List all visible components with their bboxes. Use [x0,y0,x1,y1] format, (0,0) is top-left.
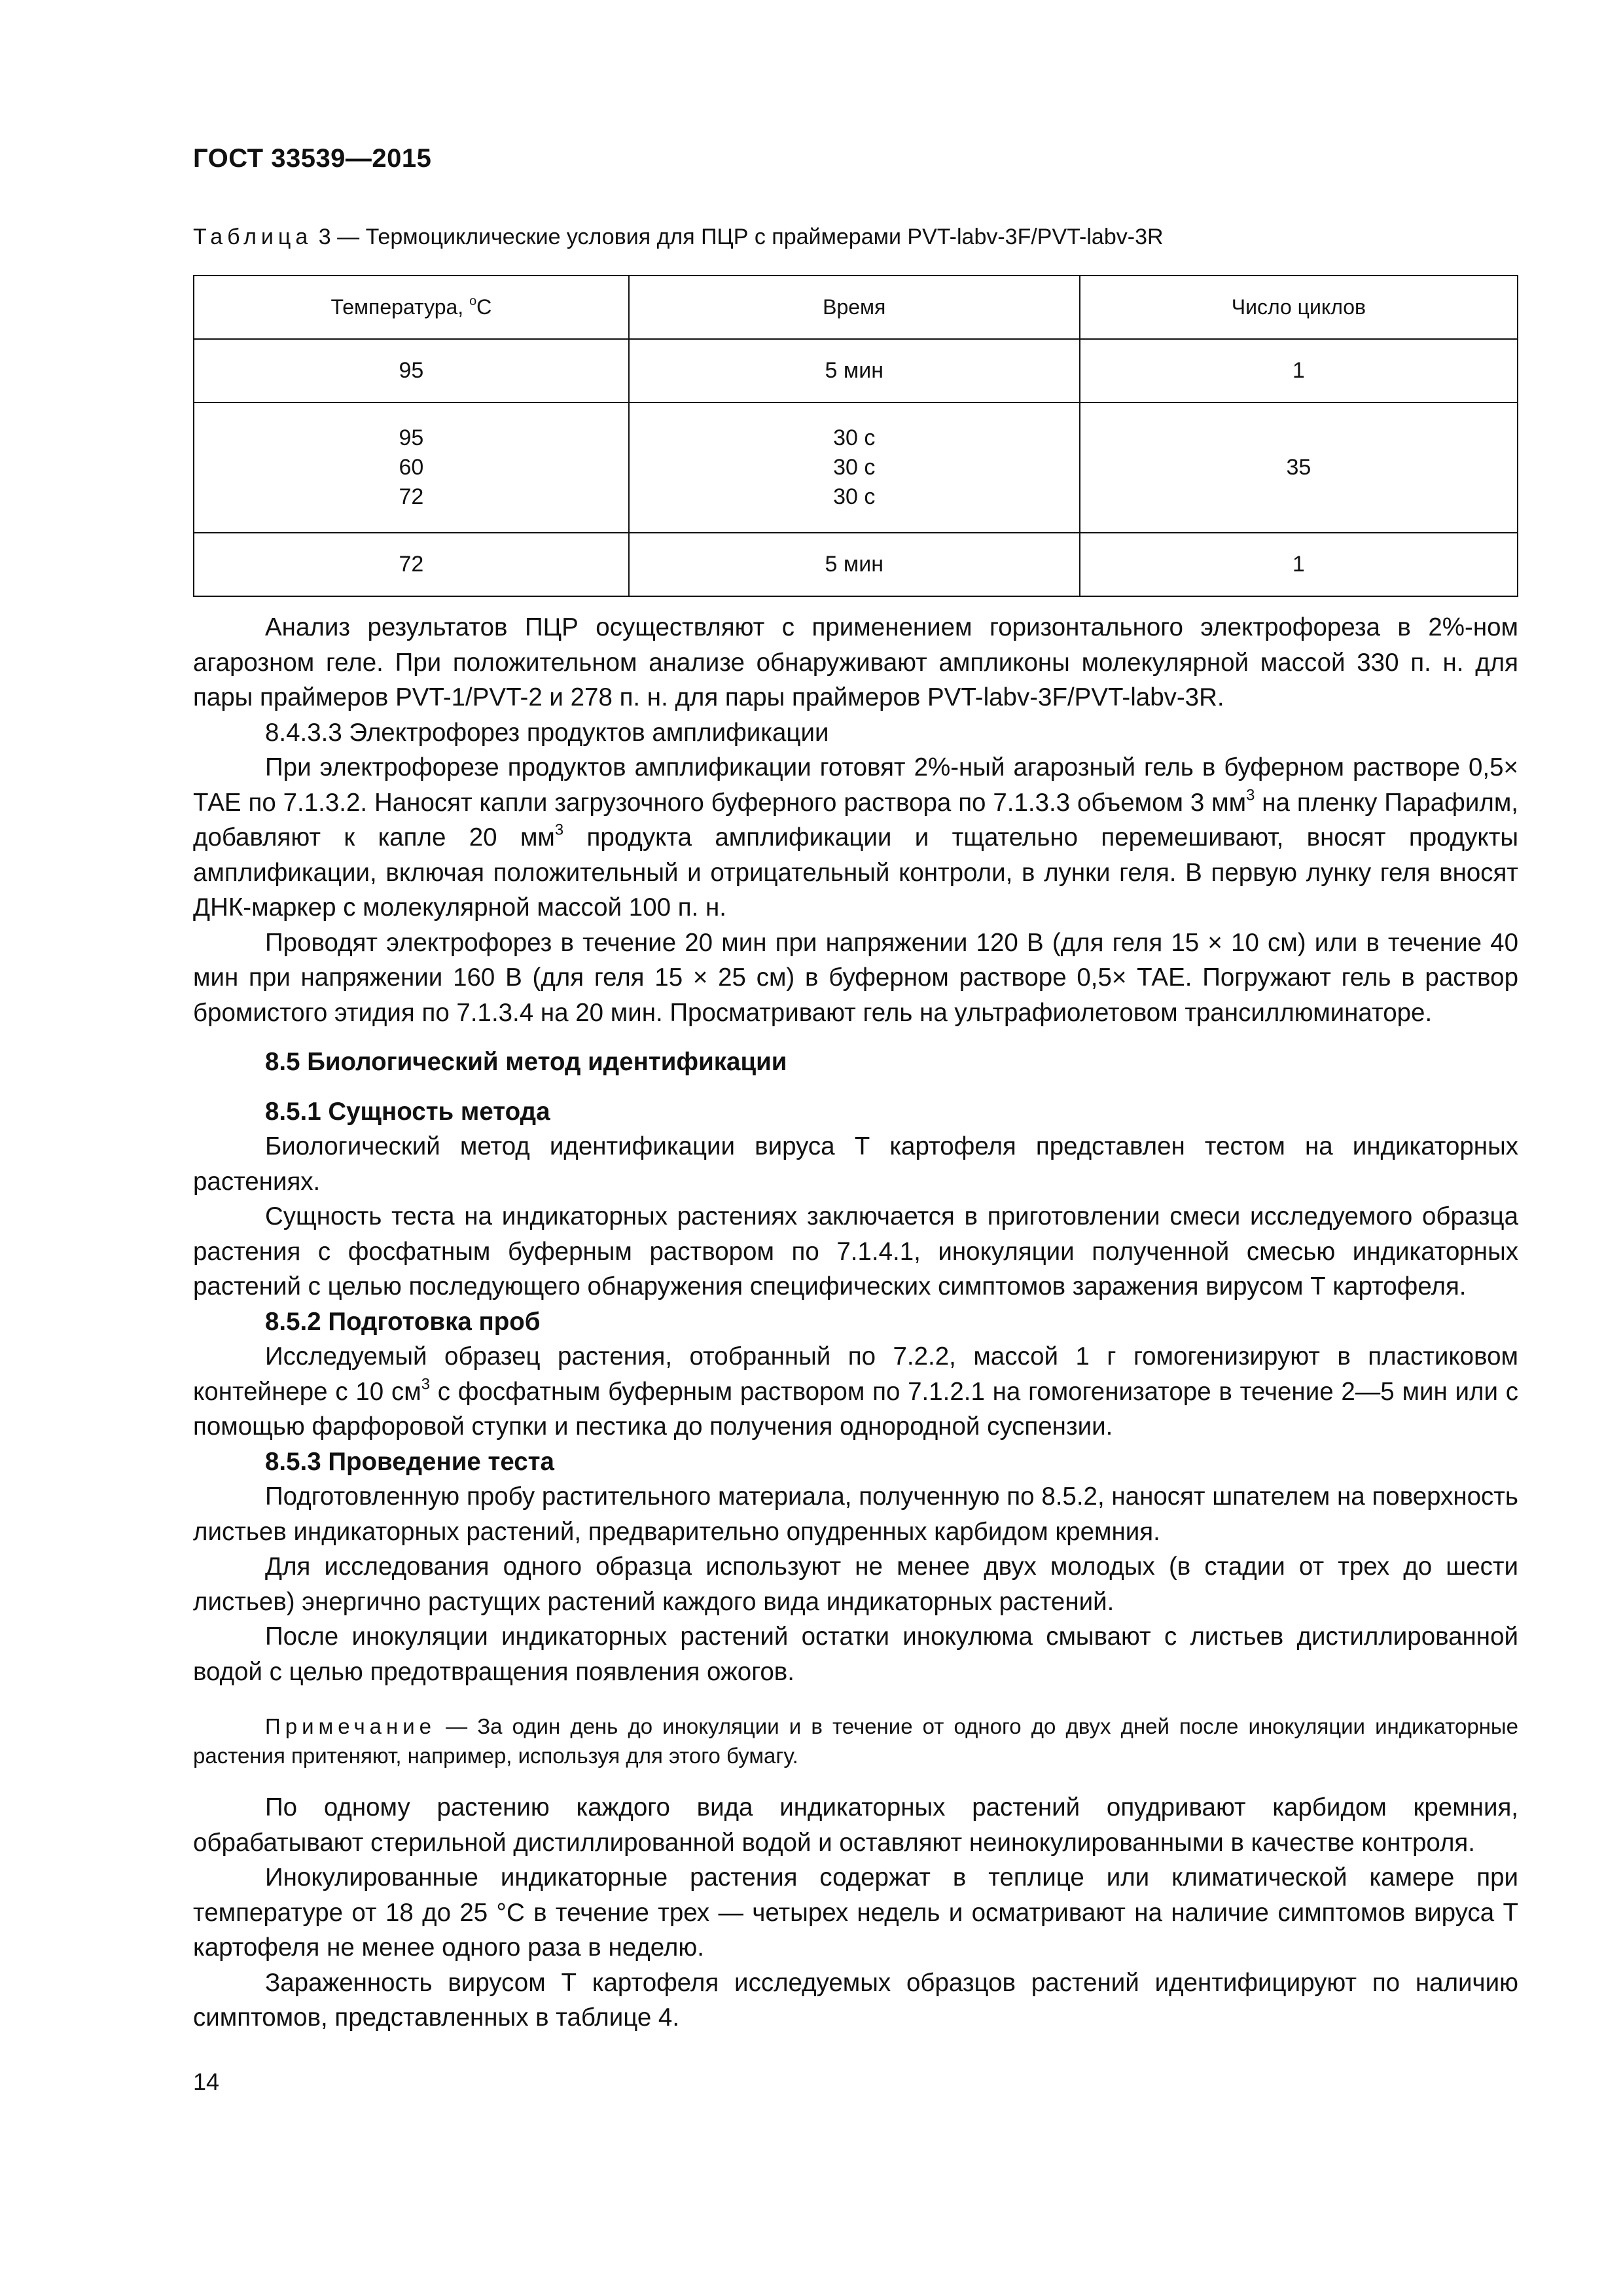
cell-cycles: 35 [1080,403,1518,533]
header-temperature: Температура, $^о$С [194,276,629,339]
paragraph: Проводят электрофорез в течение 20 мин при напряжении 120 В (для геля 15 × 10 см) или в течение 40 мин при напряжении 160 В (для геля 15 × 25 см) в буферном растворе 0,5× ТАЕ. Погружают гель в раствор бромистого этидия по 7.1.3.4 на 20 мин. Просматривают гель на ультрафиолетовом трансиллюминаторе. [193,928,1518,1027]
cell-temperature: 72 [194,533,629,596]
table-header-row [194,276,1518,339]
table-row [194,403,1518,533]
header-cycles: Число циклов [1080,276,1518,339]
subsection-heading: 8.5.3 Проведение теста [265,1447,554,1476]
note [193,1712,1518,1770]
paragraph: После инокуляции индикаторных растений остатки инокулюма смывают с листьев дистиллированной водой с целью предотвращения появления ожогов. [193,1623,1518,1686]
paragraph: Сущность теста на индикаторных растениях заключается в приготовлении смеси исследуемого образца растения с фосфатным буферным раствором по 7.1.4.1, инокуляции полученной смесью индикаторных растений с целью последующего обнаружения специфических симптомов заражения вирусом Т картофеля. [193,1202,1518,1300]
cell-cycles: 1 [1080,533,1518,596]
paragraph: Инокулированные индикаторные растения содержат в теплице или климатической камере при температуре от 18 до 25 °С в течение трех — четырех недель и осматривают на наличие симптомов вируса Т картофеля не менее одного раза в неделю. [193,1863,1518,1962]
note-text: — За один день до инокуляции и в течение от одного до двух дней после инокуляции индикаторные растения притеняют, например, используя для этого бумагу. [193,1714,1518,1768]
cell-time: 30 с 30 с 30 с [629,403,1080,533]
table-caption-text: 3 — Термоциклические условия для ПЦР с праймерами PVT-labv-3F/PVT-labv-3R [318,224,1164,249]
paragraph: По одному растению каждого вида индикаторных растений опудривают карбидом кремния, обрабатывают стерильной дистиллированной водой и оставляют неинокулированными в качестве контроля. [193,1793,1518,1857]
paragraph: Анализ результатов ПЦР осуществляют с применением горизонтального электрофореза в 2%-ном агарозном геле. При положительном анализе обнаруживают ампликоны молекулярной массой 330 п. н. для пары праймеров PVT-1/PVT-2 и 278 п. н. для пары праймеров PVT-labv-3F/PVT-labv-3R. [193,613,1518,711]
table-row [194,339,1518,403]
paragraph: Зараженность вирусом Т картофеля исследуемых образцов растений идентифицируют по наличию симптомов, представленных в таблице 4. [193,1968,1518,2032]
document-header: ГОСТ 33539—2015 [193,144,432,173]
paragraph: При электрофорезе продуктов амплификации готовят 2%-ный агарозный гель в буферном растворе 0,5× ТАЕ по 7.1.3.2. Наносят капли загрузочного буферного раствора по 7.1.3.3 объемом 3 $мм^3$ на пленку Парафилм, добавляют к капле 20 $мм^3$ продукта амплификации и тщательно перемешивают, вносят продукты амплификации, включая положительный и отрицательный контроли, в лунки геля. В первую лунку геля вносят ДНК-маркер с молекулярной массой 100 п. н. [193,753,1519,922]
paragraph: Исследуемый образец растения, отобранный по 7.2.2, массой 1 г гомогенизируют в пластиковом контейнере с 10 $см^3$ с фосфатным буферным раствором по 7.1.2.1 на гомогенизаторе в течение 2—5 мин или с помощью фарфоровой ступки и пестика до получения однородной суспензии. [193,1342,1519,1441]
subsection-heading: 8.5.2 Подготовка проб [265,1307,541,1336]
cell-temperature: 95 [194,339,629,403]
section-heading: 8.5 Биологический метод идентификации [265,1048,787,1076]
page-number: 14 [193,2068,220,2095]
thermocycling-table [193,275,1518,597]
table-caption [193,224,1164,250]
note-label: Примечание [265,1714,437,1738]
paragraph: Для исследования одного образца используют не менее двух молодых (в стадии от трех до шести листьев) энергично растущих растений каждого вида индикаторных растений. [193,1552,1518,1616]
cell-cycles: 1 [1080,339,1518,403]
subsection-title: 8.4.3.3 Электрофорез продуктов амплификации [265,718,829,747]
subsection-heading: 8.5.1 Сущность метода [265,1097,550,1126]
cell-temperature: 95 60 72 [194,403,629,533]
header-time: Время [629,276,1080,339]
cell-time: 5 мин [629,339,1080,403]
paragraph: Подготовленную пробу растительного материала, полученную по 8.5.2, наносят шпателем на поверхность листьев индикаторных растений, предварительно опудренных карбидом кремния. [193,1482,1518,1546]
cell-time: 5 мин [629,533,1080,596]
document-body [193,610,1518,2036]
table-caption-label: Таблица [193,224,313,249]
table-row [194,533,1518,596]
paragraph: Биологический метод идентификации вируса Т картофеля представлен тестом на индикаторных растениях. [193,1132,1518,1196]
